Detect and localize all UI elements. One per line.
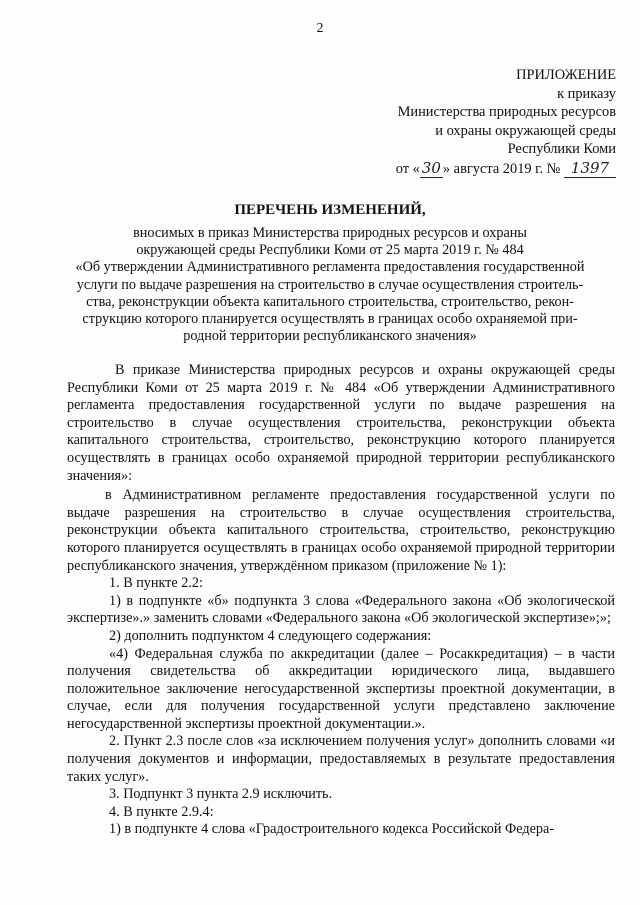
subtitle-line: струкцию которого планируется осуществлять в границах особо охраняемой при- (82, 311, 578, 328)
document-subtitle (50, 225, 610, 345)
body-paragraph: 4. В пункте 2.9.4: (109, 803, 214, 820)
body-paragraph: 2. Пункт 2.3 после слов «за исключением получения услуг» дополнить словами «и получения документов и информации, предоставляемых в результате предоставления таких услуг». (67, 733, 615, 785)
appendix-line: и охраны окружающей среды (435, 122, 616, 139)
body-paragraph: 1) в подпункте 4 слова «Градостроительного кодекса Российской Федера- (109, 821, 554, 838)
document-body (67, 362, 615, 839)
appendix-line: к приказу (557, 85, 616, 102)
appendix-line: Республики Коми (507, 141, 616, 157)
subtitle-line: «Об утверждении Административного регламента предоставления государственной (75, 259, 585, 276)
subtitle-line: услуги по выдаче разрешения на строительство в случае осуществления строитель- (76, 276, 584, 293)
subtitle-line: вносимых в приказ Министерства природных ресурсов и охраны (133, 225, 527, 241)
page-number: 2 (316, 21, 324, 36)
appendix-line: Министерства природных ресурсов (397, 104, 616, 120)
appendix-header (396, 66, 616, 178)
subtitle-line: окружающей среды Республики Коми от 25 марта 2019 г. № 484 (136, 242, 524, 259)
order-date-line (396, 159, 616, 179)
body-paragraph: 3. Подпункт 3 пункта 2.9 исключить. (109, 786, 333, 803)
body-paragraph: 1) в подпункте «б» подпункта 3 слова «Федерального закона «Об экологической экспертизе».» заменить словами «Федерального закона «Об экологической экспертизе»;»; (67, 592, 615, 627)
subtitle-line: ства, реконструкции объекта капитального строительства, строительство, рекон- (86, 293, 574, 310)
subtitle-line: родной территории республиканского значения» (183, 328, 477, 345)
appendix-label: ПРИЛОЖЕНИЕ (516, 67, 616, 83)
date-mid: » августа 2019 г. № (442, 160, 561, 177)
body-paragraph: «4) Федеральная служба по аккредитации (далее – Росаккредитация) – в части получения свидетельства об аккредитации юридического лица, выдавшего положительное заключение негосударственной экспертизы проектной документации, в случае, если для получения государственной услуги представлено заключение негосударственной экспертизы проектной документации.». (67, 645, 615, 732)
handwritten-order-number: 1397 (564, 159, 616, 179)
body-paragraph: В приказе Министерства природных ресурсов и охраны окружающей среды Республики Коми от 25 марта 2019 г. № 484 «Об утверждении Административного регламента предоставления государственной услуги по выдаче разрешения на строительство в случае осуществления строительства, реконструкции объекта капитального строительства, строительство, реконструкцию которого планируется осуществлять в границах особо охраняемой природной территории республиканского значения»: (67, 362, 615, 484)
date-prefix: от « (395, 160, 420, 177)
body-paragraph: в Административном регламенте предоставления государственной услуги по выдаче разрешения на строительство в случае осуществления строительства, реконструкции объекта капитального строительства, строительство, реконструкцию которого планируется осуществлять в границах особо охраняемой природной территории республиканского значения, утверждённом приказом (приложение № 1): (67, 487, 615, 574)
body-paragraph: 1. В пункте 2.2: (109, 575, 203, 592)
handwritten-day: 30 (421, 158, 441, 177)
document-title: ПЕРЕЧЕНЬ ИЗМЕНЕНИЙ, (234, 202, 426, 218)
body-paragraph: 2) дополнить подпунктом 4 следующего содержания: (109, 627, 432, 644)
